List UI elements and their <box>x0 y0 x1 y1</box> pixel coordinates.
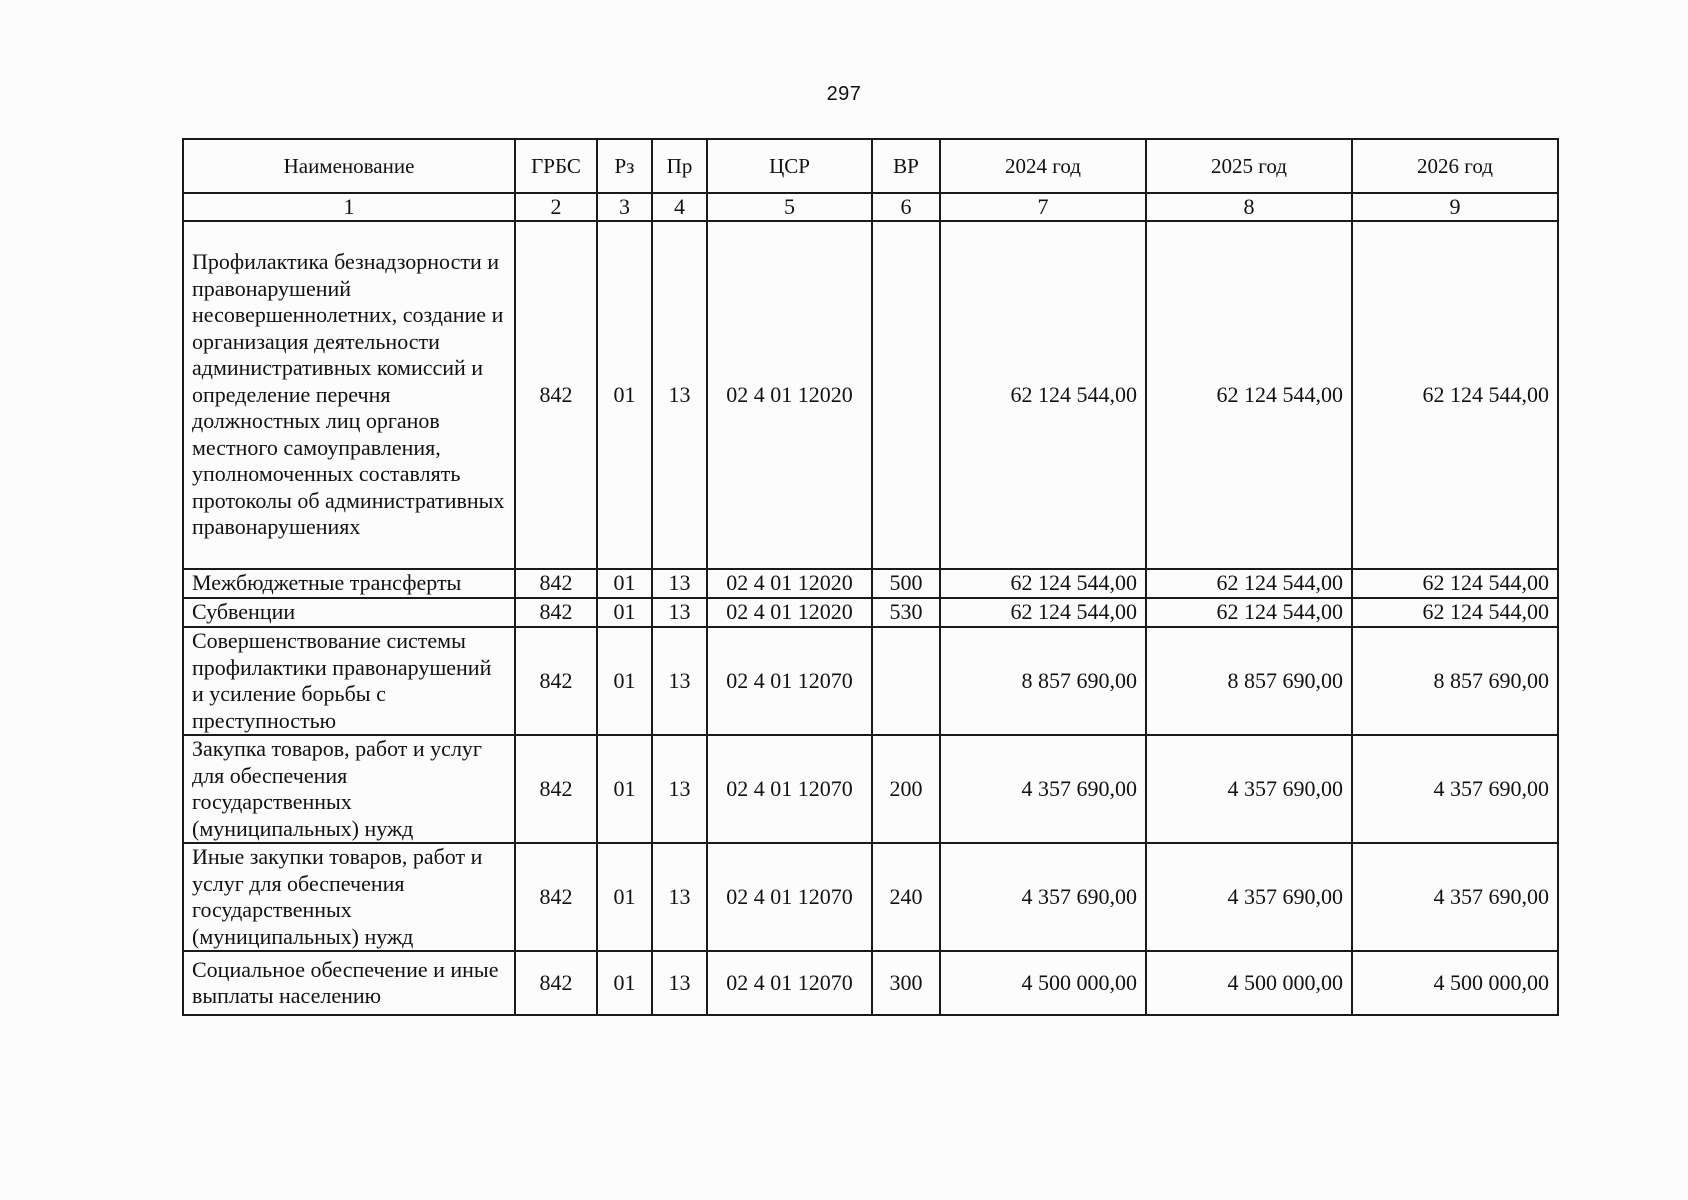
header-rz: Рз <box>597 139 652 193</box>
row-grbs: 842 <box>515 627 597 735</box>
row-name: Иные закупки товаров, работ и услуг для обеспечения государственных (муниципальных) нужд <box>183 843 515 951</box>
column-number: 3 <box>597 193 652 221</box>
column-number: 4 <box>652 193 707 221</box>
row-rz: 01 <box>597 569 652 598</box>
row-rz: 01 <box>597 598 652 627</box>
row-csr: 02 4 01 12070 <box>707 951 872 1015</box>
row-2025: 4 357 690,00 <box>1146 843 1352 951</box>
row-2025: 4 357 690,00 <box>1146 735 1352 843</box>
row-2026: 4 357 690,00 <box>1352 843 1558 951</box>
row-vr: 200 <box>872 735 940 843</box>
row-2026: 62 124 544,00 <box>1352 221 1558 569</box>
header-pr: Пр <box>652 139 707 193</box>
header-2024: 2024 год <box>940 139 1146 193</box>
row-vr <box>872 627 940 735</box>
row-2024: 8 857 690,00 <box>940 627 1146 735</box>
page-number: 297 <box>826 83 862 105</box>
row-2026: 4 500 000,00 <box>1352 951 1558 1015</box>
row-pr: 13 <box>652 627 707 735</box>
row-name: Закупка товаров, работ и услуг для обеспечения государственных (муниципальных) нужд <box>183 735 515 843</box>
row-rz: 01 <box>597 221 652 569</box>
row-name: Межбюджетные трансферты <box>183 569 515 598</box>
row-2025: 4 500 000,00 <box>1146 951 1352 1015</box>
row-csr: 02 4 01 12070 <box>707 843 872 951</box>
row-pr: 13 <box>652 569 707 598</box>
row-vr: 500 <box>872 569 940 598</box>
table-header-row <box>183 139 1558 193</box>
row-2026: 62 124 544,00 <box>1352 598 1558 627</box>
row-rz: 01 <box>597 951 652 1015</box>
header-csr: ЦСР <box>707 139 872 193</box>
budget-table <box>182 138 1559 1016</box>
header-2025: 2025 год <box>1146 139 1352 193</box>
row-vr: 300 <box>872 951 940 1015</box>
row-pr: 13 <box>652 951 707 1015</box>
column-number: 2 <box>515 193 597 221</box>
row-2024: 62 124 544,00 <box>940 569 1146 598</box>
row-grbs: 842 <box>515 843 597 951</box>
header-name: Наименование <box>183 139 515 193</box>
row-grbs: 842 <box>515 951 597 1015</box>
row-csr: 02 4 01 12070 <box>707 627 872 735</box>
row-2025: 62 124 544,00 <box>1146 221 1352 569</box>
row-grbs: 842 <box>515 221 597 569</box>
row-2025: 62 124 544,00 <box>1146 598 1352 627</box>
table-row <box>183 951 1558 1015</box>
row-2024: 4 500 000,00 <box>940 951 1146 1015</box>
row-vr: 240 <box>872 843 940 951</box>
row-pr: 13 <box>652 221 707 569</box>
column-number-row <box>183 193 1558 221</box>
row-grbs: 842 <box>515 735 597 843</box>
row-2024: 4 357 690,00 <box>940 735 1146 843</box>
row-2024: 62 124 544,00 <box>940 598 1146 627</box>
row-pr: 13 <box>652 843 707 951</box>
row-pr: 13 <box>652 735 707 843</box>
row-vr: 530 <box>872 598 940 627</box>
row-name: Совершенствование системы профилактики правонарушений и усиление борьбы с преступностью <box>183 627 515 735</box>
column-number: 8 <box>1146 193 1352 221</box>
row-2026: 8 857 690,00 <box>1352 627 1558 735</box>
header-2026: 2026 год <box>1352 139 1558 193</box>
row-2025: 62 124 544,00 <box>1146 569 1352 598</box>
table-row <box>183 843 1558 951</box>
row-rz: 01 <box>597 627 652 735</box>
row-csr: 02 4 01 12020 <box>707 221 872 569</box>
row-csr: 02 4 01 12020 <box>707 598 872 627</box>
row-pr: 13 <box>652 598 707 627</box>
row-rz: 01 <box>597 735 652 843</box>
column-number: 1 <box>183 193 515 221</box>
column-number: 9 <box>1352 193 1558 221</box>
column-number: 7 <box>940 193 1146 221</box>
table-row <box>183 569 1558 598</box>
table-row <box>183 598 1558 627</box>
row-2026: 4 357 690,00 <box>1352 735 1558 843</box>
table-row <box>183 627 1558 735</box>
column-number: 5 <box>707 193 872 221</box>
row-rz: 01 <box>597 843 652 951</box>
table-row <box>183 735 1558 843</box>
row-csr: 02 4 01 12070 <box>707 735 872 843</box>
row-name: Социальное обеспечение и иные выплаты населению <box>183 951 515 1015</box>
row-csr: 02 4 01 12020 <box>707 569 872 598</box>
row-2026: 62 124 544,00 <box>1352 569 1558 598</box>
row-name: Профилактика безнадзорности и правонарушений несовершеннолетних, создание и организация деятельности административных комиссий и определение перечня должностных лиц органов местного самоуправления, уполномоченных составлять протоколы об административных правонарушениях <box>183 221 515 569</box>
row-grbs: 842 <box>515 569 597 598</box>
header-grbs: ГРБС <box>515 139 597 193</box>
row-name: Субвенции <box>183 598 515 627</box>
row-grbs: 842 <box>515 598 597 627</box>
table-row <box>183 221 1558 569</box>
row-2025: 8 857 690,00 <box>1146 627 1352 735</box>
row-vr <box>872 221 940 569</box>
row-2024: 4 357 690,00 <box>940 843 1146 951</box>
column-number: 6 <box>872 193 940 221</box>
row-2024: 62 124 544,00 <box>940 221 1146 569</box>
header-vr: ВР <box>872 139 940 193</box>
